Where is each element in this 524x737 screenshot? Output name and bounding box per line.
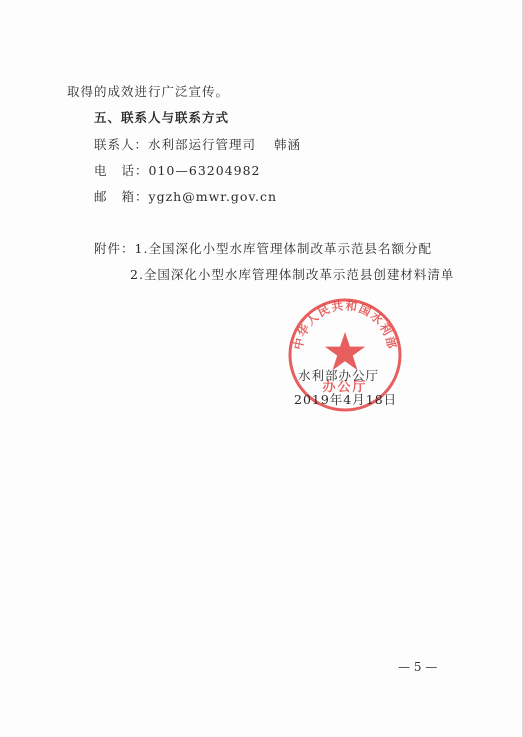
section-heading: 五、联系人与联系方式 [94,110,230,125]
page-number: — 5 — [398,660,438,674]
email-label-b: 箱： [121,189,149,204]
email-label-a: 邮 [94,189,108,204]
seal-star-icon [325,332,365,370]
contact-org: 水利部运行管理司 [148,137,257,152]
seal-bottom-text: 办公厅 [322,380,368,395]
contact-label: 联系人： [94,137,149,152]
phone-label-b: 话： [121,163,149,178]
issuer-signature: 水利部办公厅 [298,368,380,383]
attachment-item-1: 1.全国深化小型水库管理体制改革示范县名额分配 [134,241,432,256]
phone-label-a: 电 [94,163,108,178]
email-value: ygzh@mwr.gov.cn [148,189,277,204]
contact-line [94,137,301,153]
contact-name: 韩涵 [274,137,302,152]
attachment-label: 附件： [94,241,135,256]
email-line [94,189,277,205]
attachment-line-1 [94,241,432,257]
body-text-line: 取得的成效进行广泛宣传。 [67,84,230,99]
phone-value: 010—63204982 [148,163,261,178]
seal-arc-text: 中华人民共和国水利部 [290,298,400,351]
issue-date: 2019年4月18日 [294,392,398,407]
attachment-line-2 [130,267,454,283]
phone-line [94,163,261,179]
attachment-item-2: 2.全国深化小型水库管理体制改革示范县创建材料清单 [130,267,455,282]
